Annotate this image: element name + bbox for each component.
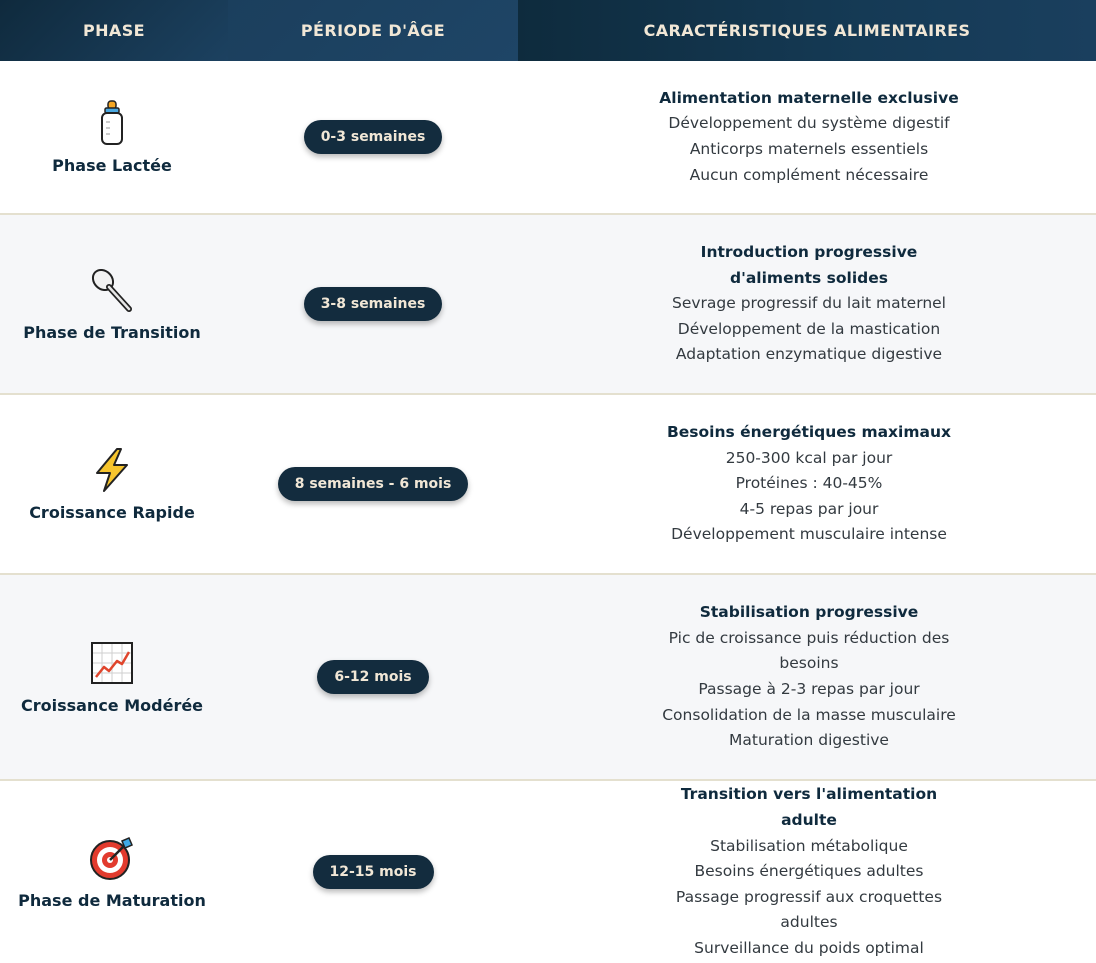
chart-increasing-icon <box>89 640 135 686</box>
phase-name: Croissance Modérée <box>20 695 204 715</box>
feature-line: Besoins énergétiques adultes <box>694 862 924 881</box>
features-title: Introduction progressive d'aliments solides <box>700 243 918 287</box>
age-cell <box>224 395 522 573</box>
feature-line: Sevrage progressif du lait maternel <box>671 294 946 313</box>
table-row <box>0 61 1096 215</box>
age-cell <box>224 575 522 779</box>
age-cell <box>224 781 522 963</box>
phase-cell <box>0 395 224 573</box>
age-cell <box>224 215 522 393</box>
feature-line: Passage à 2-3 repas par jour <box>698 680 920 698</box>
lightning-icon <box>89 447 135 493</box>
features-title: Alimentation maternelle exclusive <box>659 88 959 107</box>
features-title: Besoins énergétiques maximaux <box>666 423 952 442</box>
feature-line: Adaptation enzymatique digestive <box>675 345 943 364</box>
target-icon <box>89 835 135 881</box>
table-row <box>0 215 1096 395</box>
phase-name: Phase de Transition <box>23 322 201 342</box>
age-badge: 3-8 semaines <box>304 287 443 321</box>
feature-line: Protéines : 40-45% <box>735 474 883 493</box>
phase-name: Phase Lactée <box>52 155 172 175</box>
feature-line: Aucun complément nécessaire <box>689 165 929 184</box>
feature-line: Développement de la mastication <box>677 319 941 338</box>
table-row <box>0 781 1096 963</box>
features-title: Stabilisation progressive <box>699 603 919 622</box>
feature-line: Maturation digestive <box>729 731 889 750</box>
header-phase: PHASE <box>0 0 228 61</box>
table-header <box>0 0 1096 61</box>
header-age-period: PÉRIODE D'ÂGE <box>228 0 518 61</box>
features-title: Transition vers l'alimentation adulte <box>680 785 938 830</box>
phase-cell <box>0 61 224 213</box>
phase-cell <box>0 215 224 393</box>
feature-line: Pic de croissance puis réduction des besoins <box>668 628 950 673</box>
features-cell <box>522 575 1096 779</box>
table-row <box>0 575 1096 781</box>
feature-line: 4-5 repas par jour <box>739 499 879 518</box>
phase-cell <box>0 781 224 963</box>
header-dietary-features: CARACTÉRISTIQUES ALIMENTAIRES <box>518 0 1096 61</box>
features-cell <box>522 215 1096 393</box>
feature-line: Développement du système digestif <box>668 114 950 133</box>
feature-line: Stabilisation métabolique <box>710 836 908 855</box>
age-badge: 0-3 semaines <box>304 120 443 154</box>
feature-line: Passage progressif aux croquettes adultes <box>675 887 943 932</box>
phase-name: Croissance Rapide <box>29 502 195 522</box>
feature-line: Surveillance du poids optimal <box>694 938 924 957</box>
table-row <box>0 395 1096 575</box>
features-cell <box>522 395 1096 573</box>
age-badge: 8 semaines - 6 mois <box>278 467 469 501</box>
baby-bottle-icon <box>89 100 135 146</box>
feature-line: Consolidation de la masse musculaire <box>662 705 956 724</box>
age-badge: 6-12 mois <box>317 660 428 694</box>
age-cell <box>224 61 522 213</box>
spoon-icon <box>89 267 135 313</box>
features-cell <box>522 61 1096 213</box>
phase-cell <box>0 575 224 779</box>
features-cell <box>522 781 1096 963</box>
feature-line: Développement musculaire intense <box>671 525 947 544</box>
age-badge: 12-15 mois <box>313 855 434 889</box>
phase-name: Phase de Maturation <box>18 890 206 910</box>
feature-line: Anticorps maternels essentiels <box>689 140 929 158</box>
feature-line: 250-300 kcal par jour <box>725 448 893 467</box>
